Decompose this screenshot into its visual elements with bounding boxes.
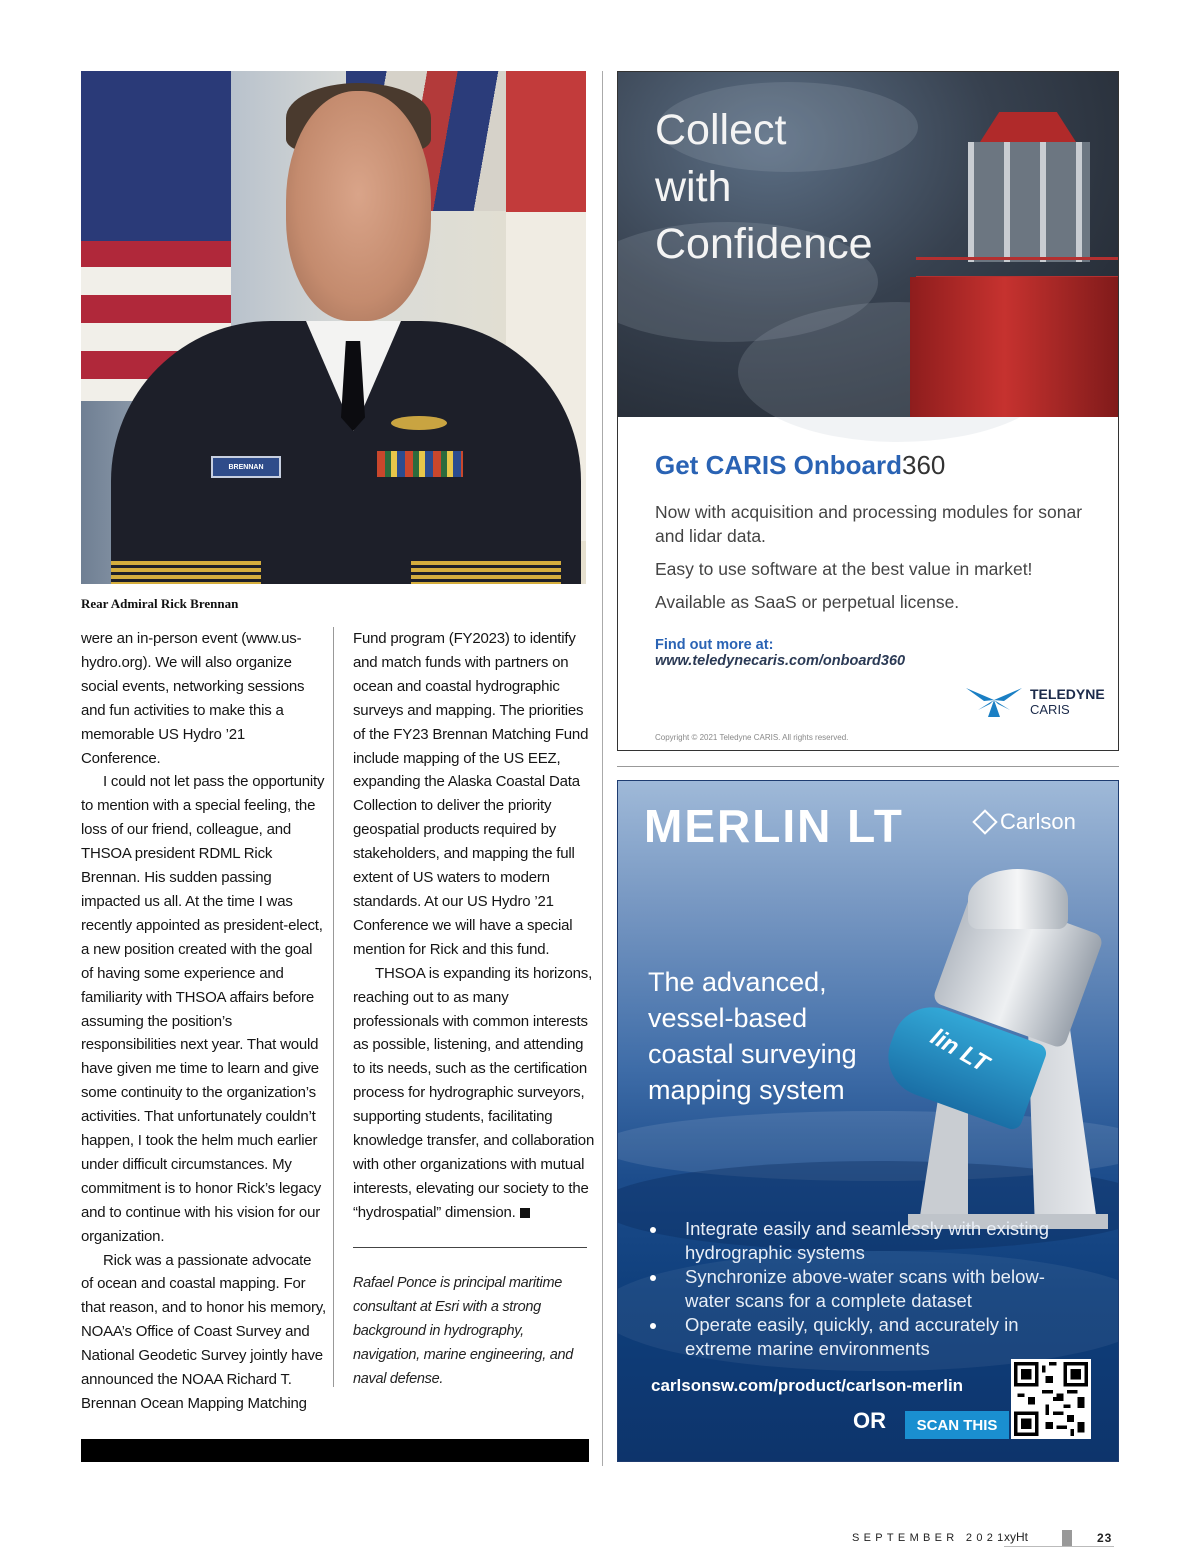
photo-caption: Rear Admiral Rick Brennan [81, 596, 239, 611]
carlson-logo: Carlson [976, 809, 1076, 835]
list-item: Synchronize above-water scans with below-water scans for a complete dataset [648, 1265, 1088, 1313]
paragraph: Fund program (FY2023) to identify and match funds with partners on ocean and coastal hydrographic surveys and mapping. The priorities of the FY23 Brennan Matching Fund include mapping of the US EEZ, expanding the Alaska Coastal Data Collection to deliver the priority geospatial products required by stakeholders, and mapping the full extent of US waters to modern standards. At our US Hydro ’21 Conference we will have a special mention for Rick and this fund. [353, 630, 589, 958]
carlson-logo-icon [972, 809, 997, 834]
name-tag: BRENNAN [211, 456, 281, 478]
magazine-name: xyHt [1004, 1530, 1028, 1544]
find-out-label: Find out more at: [655, 637, 774, 653]
page-number: 23 [1097, 1531, 1113, 1545]
merlin-device-image [888, 869, 1118, 1229]
article-column-1 [81, 627, 326, 1416]
lighthouse [910, 277, 1119, 417]
bio-divider [353, 1247, 587, 1248]
carlson-merlin-ad[interactable] [617, 780, 1119, 1462]
footer-date: SEPTEMBER 2021 [852, 1532, 1008, 1544]
ad-body: Now with acquisition and processing modules for sonar and lidar data. Easy to use software at the best value in market! Available as SaaS or perpetual license. [655, 502, 1083, 612]
device-label: lin LT [925, 1023, 994, 1078]
carlson-url-link[interactable]: carlsonsw.com/product/carlson-merlin [651, 1376, 964, 1395]
article-column-2 [353, 627, 598, 1225]
bullet-icon [650, 1227, 656, 1233]
teledyne-logo: TELEDYNE CARIS [964, 684, 1104, 720]
insignia-wings [391, 416, 447, 430]
ad-subheadline: Get CARIS Onboard360 [655, 450, 946, 480]
feature-list [648, 1217, 1088, 1361]
lighthouse-image [618, 72, 1119, 417]
ad-headline: Collect with Confidence [655, 106, 873, 268]
scan-this-badge: SCAN THIS [905, 1411, 1009, 1439]
author-bio: Rafael Ponce is principal maritime consultant at Esri with a strong background in hydrography, navigation, marine engineering, and naval defense. [353, 1275, 574, 1387]
paragraph: I could not let pass the opportunity to mention with a special feeling, the loss of our friend, colleague, and THSOA president RDML Rick Brennan. His sudden passing impacted us all. At the time I was recently appointed as president-elect, a new position created with the goal of having some experience and familiarity with THSOA affairs before assuming the position’s responsibilities next year. That would have given me time to learn and give some continuity to the organization’s activities. That unfortunately couldn’t happen, I took the helm much earlier under difficult circumstances. My commitment is to honor Rick’s legacy and to continue with his vision for our organization. [81, 773, 325, 1245]
qr-code-icon[interactable] [1011, 1359, 1091, 1439]
column-divider [333, 627, 334, 1387]
caris-url-link[interactable]: www.teledynecaris.com/onboard360 [655, 653, 906, 669]
ribbon-bar [377, 451, 463, 477]
portrait-photo [81, 71, 586, 584]
page-divider [602, 71, 603, 1466]
portrait-face [286, 91, 431, 321]
paragraph: were an in-person event (www.us-hydro.org). We will also organize social events, networking sessions and fun activities to make this a memorable US Hydro ’21 Conference. [81, 630, 305, 767]
black-bar [81, 1439, 589, 1462]
copyright-text: Copyright © 2021 Teledyne CARIS. All rights reserved. [655, 733, 849, 742]
bullet-icon [650, 1275, 656, 1281]
end-mark-icon [520, 1208, 530, 1218]
list-item: Integrate easily and seamlessly with existing hydrographic systems [648, 1217, 1088, 1265]
paragraph: Rick was a passionate advocate of ocean and coastal mapping. For that reason, and to honor his memory, NOAA’s Office of Coast Survey and National Geodetic Survey jointly have announced the NOAA Richard T. Brennan Ocean Mapping Matching [81, 1251, 326, 1412]
ad-separator [617, 766, 1119, 767]
caris-ad[interactable] [617, 71, 1119, 751]
teledyne-star-icon [964, 684, 1024, 718]
paragraph: THSOA is expanding its horizons, reaching out to as many professionals with common interests as possible, listening, and attending to its needs, such as the certification process for hydrographic surveyors, supporting students, facilitating knowledge transfer, and collaboration with other organizations with mutual interests, elevating our society to the “hydrospatial” dimension. [353, 964, 595, 1221]
ad-title: MERLIN LT [644, 800, 904, 852]
list-item: Operate easily, quickly, and accurately in extreme marine environments [648, 1313, 1088, 1361]
ad-tagline: The advanced, vessel-based coastal surveying mapping system [648, 967, 857, 1105]
bullet-icon [650, 1323, 656, 1329]
or-label: OR [853, 1408, 886, 1433]
footer-marker [1062, 1530, 1072, 1546]
